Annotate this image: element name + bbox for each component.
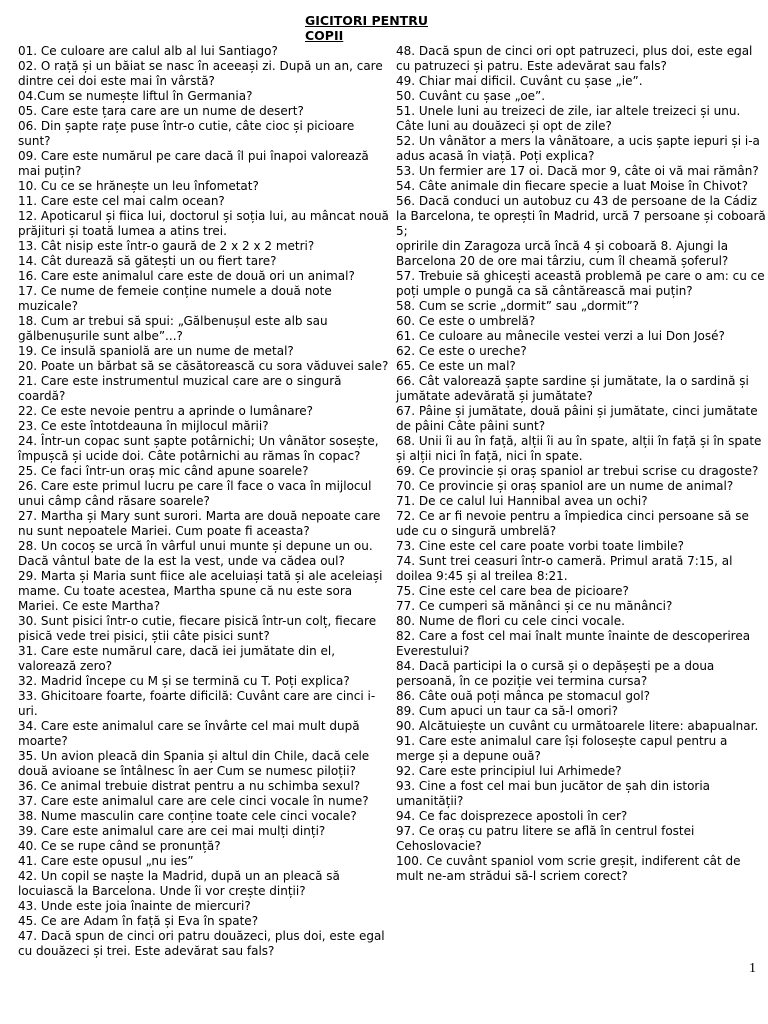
question-item: 13. Cât nisip este într-o gaură de 2 x 2 x 2 metri?	[18, 239, 315, 253]
question-item: 34. Care este animalul care se învârte cel mai mult după moarte?	[18, 719, 360, 748]
question-item: 19. Ce insulă spaniolă are un nume de metal?	[18, 344, 294, 358]
question-item: 67. Pâine și jumătate, două pâini și jumătate, cinci jumătate de pâini Câte pâini sunt?	[396, 404, 758, 433]
question-item: 27. Martha și Mary sunt surori. Marta are două nepoate care nu sunt nepoatele Mariei. Cum poate fi aceasta?	[18, 509, 381, 538]
question-item: 35. Un avion pleacă din Spania și altul din Chile, dacă cele două avioane se întâlnesc în aer Cum se numesc piloții?	[18, 749, 370, 778]
question-item: 05. Care este țara care are un nume de desert?	[18, 104, 304, 118]
question-item: 38. Nume masculin care conține toate cele cinci vocale?	[18, 809, 357, 823]
question-item: 16. Care este animalul care este de două ori un animal?	[18, 269, 355, 283]
question-item: 94. Ce fac doisprezece apostoli în cer?	[396, 809, 628, 823]
question-item: 25. Ce faci într-un oraș mic când apune soarele?	[18, 464, 309, 478]
question-item: 42. Un copil se naște la Madrid, după un an pleacă să locuiască la Barcelona. Unde îi vor crește dinții?	[18, 869, 340, 898]
question-item: 09. Care este numărul pe care dacă îl pui înapoi valorează mai puțin?	[18, 149, 369, 178]
question-item: 40. Ce se rupe când se pronunță?	[18, 839, 221, 853]
question-item: 62. Ce este o ureche?	[396, 344, 527, 358]
question-item: 18. Cum ar trebui să spui: „Gălbenușul este alb sau gălbenușurile sunt albe”...?	[18, 314, 328, 343]
title-line-1: GICITORI PENTRU	[305, 13, 428, 28]
question-item: 75. Cine este cel care bea de picioare?	[396, 584, 629, 598]
question-item: 89. Cum apuci un taur ca să-l omori?	[396, 704, 619, 718]
question-item: 45. Ce are Adam în față și Eva în spate?	[18, 914, 259, 928]
question-item: 93. Cine a fost cel mai bun jucător de șah din istoria umanității?	[396, 779, 711, 808]
question-item: 50. Cuvânt cu șase „oe”.	[396, 89, 546, 103]
question-item: 23. Ce este întotdeauna în mijlocul mării?	[18, 419, 269, 433]
question-item: 52. Un vânător a mers la vânătoare, a ucis șapte iepuri și i-a adus acasă în viață. Poți explica?	[396, 134, 760, 163]
question-item: 29. Marta și Maria sunt fiice ale aceluiași tată și ale aceleiași mame. Cu toate acestea, Martha spune că nu este sora Mariei. Ce este Martha?	[18, 569, 383, 613]
question-item: 82. Care a fost cel mai înalt munte înainte de descoperirea Everestului?	[396, 629, 751, 658]
right-question-column	[396, 44, 768, 884]
question-item: 51. Unele luni au treizeci de zile, iar altele treizeci și unu. Câte luni au douăzeci și opt de zile?	[396, 104, 741, 133]
question-item: 14. Cât durează să gătești un ou fiert tare?	[18, 254, 277, 268]
question-item: 77. Ce cumperi să mănânci și ce nu mănânci?	[396, 599, 673, 613]
page-number: 1	[749, 961, 756, 976]
question-item: 11. Care este cel mai calm ocean?	[18, 194, 225, 208]
question-item: 17. Ce nume de femeie conține numele a două note muzicale?	[18, 284, 332, 313]
question-item: 73. Cine este cel care poate vorbi toate limbile?	[396, 539, 684, 553]
question-item: 84. Dacă participi la o cursă și o depășești pe a doua persoană, în ce poziție vei termina cursa?	[396, 659, 715, 688]
question-item: 91. Care este animalul care își folosește capul pentru a merge și a depune ouă?	[396, 734, 728, 763]
question-item: 72. Ce ar fi nevoie pentru a împiedica cinci persoane să se ude cu o singură umbrelă?	[396, 509, 749, 538]
question-item: 02. O rață și un băiat se nasc în aceeași zi. După un an, care dintre cei doi este mai în vârstă?	[18, 59, 383, 88]
question-item: 60. Ce este o umbrelă?	[396, 314, 536, 328]
question-item: 04.Cum se numește liftul în Germania?	[18, 89, 253, 103]
question-item: 12. Apoticarul și fiica lui, doctorul și soția lui, au mâncat nouă prăjituri și toată lumea a atins trei.	[18, 209, 389, 238]
question-item: 28. Un cocoș se urcă în vârful unui munte și depune un ou. Dacă vântul bate de la est la vest, unde va cădea oul?	[18, 539, 373, 568]
question-item: 65. Ce este un mal?	[396, 359, 516, 373]
question-item: 06. Din șapte rațe puse într-o cutie, câte cioc și picioare sunt?	[18, 119, 355, 148]
document-title	[305, 13, 505, 43]
question-item: 66. Cât valorează șapte sardine și jumătate, la o sardină și jumătate adevărată și jumătate?	[396, 374, 749, 403]
question-item: 100. Ce cuvânt spaniol vom scrie greșit, indiferent cât de mult ne-am strădui să-l scriem corect?	[396, 854, 741, 883]
question-item: 47. Dacă spun de cinci ori patru douăzeci, plus doi, este egal cu douăzeci și trei. Este adevărat sau fals?	[18, 929, 385, 958]
question-item: 10. Cu ce se hrănește un leu înfometat?	[18, 179, 259, 193]
question-item: 58. Cum se scrie „dormit” sau „dormit”?	[396, 299, 640, 313]
question-item: 39. Care este animalul care are cei mai mulți dinți?	[18, 824, 326, 838]
question-item: 74. Sunt trei ceasuri într-o cameră. Primul arată 7:15, al doilea 9:45 și al treilea 8:21.	[396, 554, 733, 583]
question-item: 56. Dacă conduci un autobuz cu 43 de persoane de la Cádiz la Barcelona, te oprești în Madrid, urcă 7 persoane și coboară 5;	[396, 194, 766, 238]
question-item: 41. Care este opusul „nu ies”	[18, 854, 194, 868]
question-item: 21. Care este instrumentul muzical care are o singură coardă?	[18, 374, 342, 403]
question-item: 86. Câte ouă poți mânca pe stomacul gol?	[396, 689, 651, 703]
question-item: 69. Ce provincie și oraș spaniol ar trebui scrise cu dragoste?	[396, 464, 759, 478]
question-item: 33. Ghicitoare foarte, foarte dificilă: Cuvânt care are cinci i-uri.	[18, 689, 376, 718]
question-item: 37. Care este animalul care are cele cinci vocale în nume?	[18, 794, 369, 808]
question-item: 80. Nume de flori cu cele cinci vocale.	[396, 614, 625, 628]
question-item: 53. Un fermier are 17 oi. Dacă mor 9, câte oi vă mai rămân?	[396, 164, 759, 178]
question-item: 68. Unii îi au în față, alții îi au în spate, alții în față și în spate și alții nici în față, nici în spate.	[396, 434, 762, 463]
question-item: 43. Unde este joia înainte de miercuri?	[18, 899, 251, 913]
question-item: 31. Care este numărul care, dacă iei jumătate din el, valorează zero?	[18, 644, 336, 673]
question-item: opririle din Zaragoza urcă încă 4 și coboară 8. Ajungi la Barcelona 20 de ore mai târziu, cum îl cheamă șoferul?	[396, 239, 729, 268]
question-item: 97. Ce oraș cu patru litere se află în centrul fostei Cehoslovacie?	[396, 824, 695, 853]
question-item: 26. Care este primul lucru pe care îl face o vaca în mijlocul unui câmp când răsare soarele?	[18, 479, 372, 508]
question-item: 36. Ce animal trebuie distrat pentru a nu schimba sexul?	[18, 779, 361, 793]
question-item: 57. Trebuie să ghicești această problemă pe care o am: cu ce poți umple o pungă ca să cântărească mai puțin?	[396, 269, 765, 298]
question-item: 70. Ce provincie și oraș spaniol are un nume de animal?	[396, 479, 734, 493]
left-question-column	[18, 44, 390, 959]
question-item: 48. Dacă spun de cinci ori opt patruzeci, plus doi, este egal cu patruzeci și patru. Este adevărat sau fals?	[396, 44, 753, 73]
question-item: 32. Madrid începe cu M și se termină cu T. Poți explica?	[18, 674, 350, 688]
question-item: 30. Sunt pisici într-o cutie, fiecare pisică într-un colț, fiecare pisică vede trei pisici, știi câte pisici sunt?	[18, 614, 377, 643]
question-item: 22. Ce este nevoie pentru a aprinde o lumânare?	[18, 404, 313, 418]
question-item: 54. Câte animale din fiecare specie a luat Moise în Chivot?	[396, 179, 748, 193]
question-item: 24. Într-un copac sunt șapte potârnichi; Un vânător sosește, împușcă și ucide doi. Câte potârnichi au rămas în copac?	[18, 434, 379, 463]
title-line-2: COPII	[305, 28, 344, 43]
question-item: 01. Ce culoare are calul alb al lui Santiago?	[18, 44, 278, 58]
question-item: 20. Poate un bărbat să se căsătorească cu sora văduvei sale?	[18, 359, 389, 373]
question-item: 92. Care este principiul lui Arhimede?	[396, 764, 622, 778]
question-item: 71. De ce calul lui Hannibal avea un ochi?	[396, 494, 648, 508]
question-item: 90. Alcătuiește un cuvânt cu următoarele litere: abapualnar.	[396, 719, 759, 733]
question-item: 61. Ce culoare au mânecile vestei verzi a lui Don José?	[396, 329, 725, 343]
question-item: 49. Chiar mai dificil. Cuvânt cu șase „ie”.	[396, 74, 643, 88]
